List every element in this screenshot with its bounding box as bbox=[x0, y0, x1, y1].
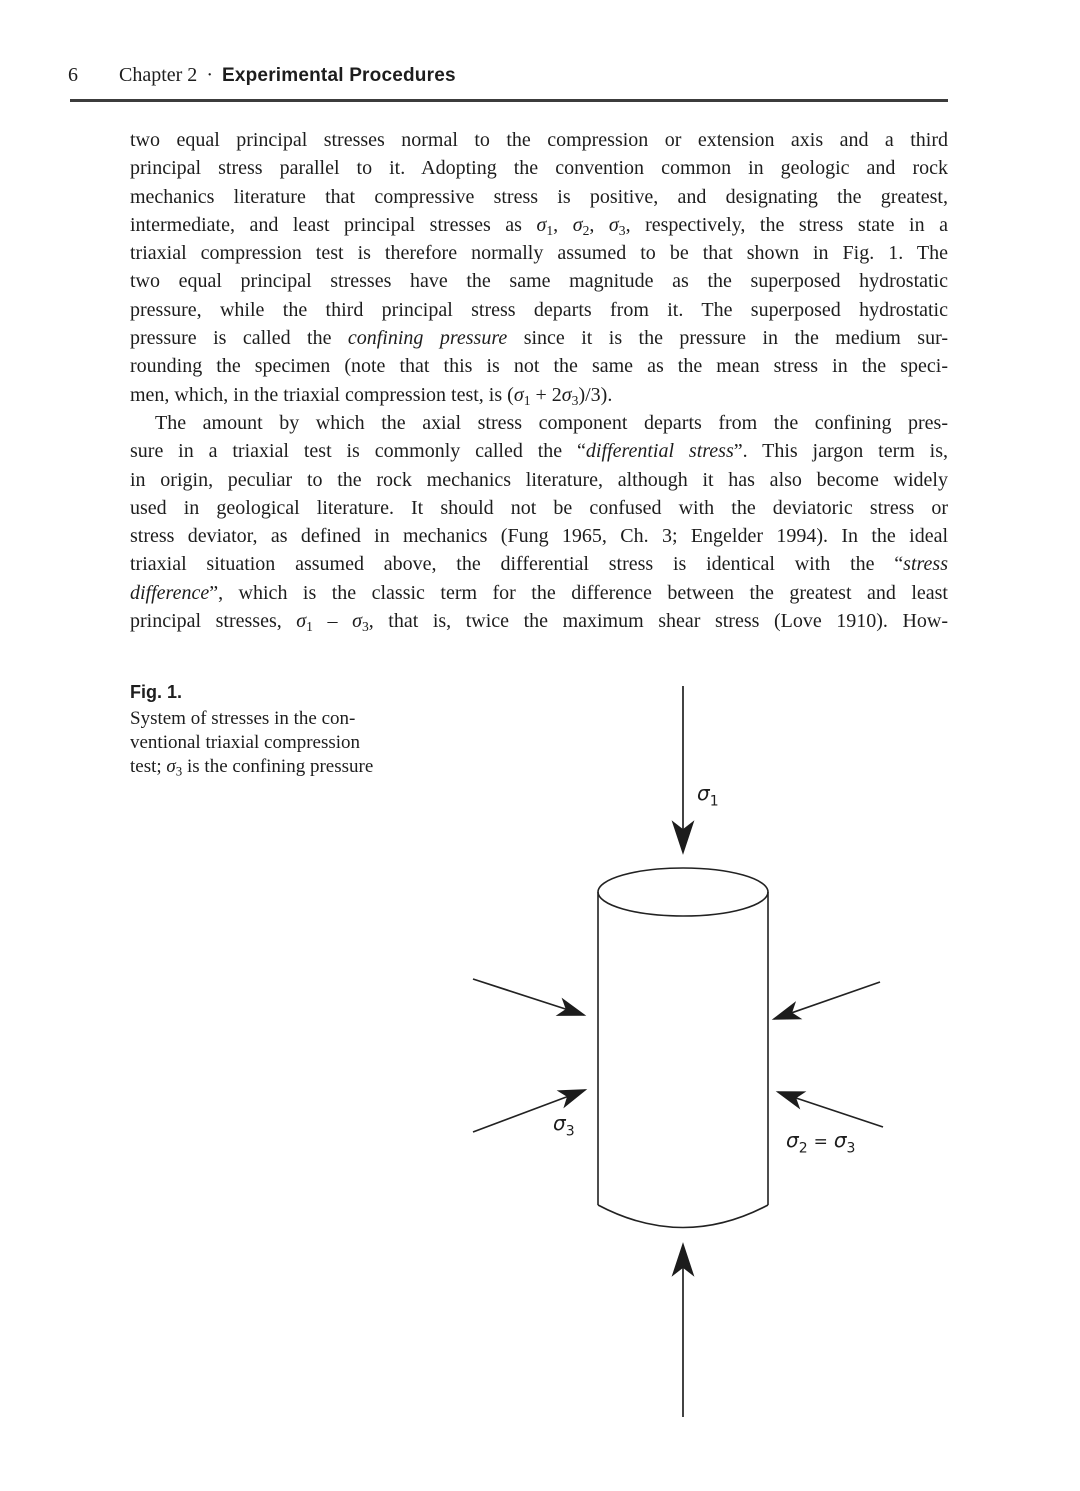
body-line: mechanics literature that compressive stress is positive, and designating the greatest, bbox=[130, 185, 948, 208]
running-head bbox=[68, 64, 948, 87]
caption-line: ventional triaxial compression bbox=[130, 732, 361, 753]
body-line: triaxial compression test is therefore normally assumed to be that shown in Fig. 1. The bbox=[130, 242, 948, 265]
body-line: stress deviator, as defined in mechanics (Fung 1965, Ch. 3; Engelder 1994). In the ideal bbox=[130, 525, 948, 548]
section-title: Experimental Procedures bbox=[221, 65, 456, 86]
paragraph bbox=[130, 409, 948, 635]
body-line: pressure is called the confining pressure since it is the pressure in the medium sur- bbox=[130, 327, 948, 350]
body-line: triaxial situation assumed above, the differential stress is identical with the “stress bbox=[130, 553, 948, 576]
caption-line: test; $\sigma_3$ is the confining pressure bbox=[130, 756, 374, 779]
body-line: pressure, while the third principal stress departs from it. The superposed hydrostatic bbox=[130, 298, 948, 321]
body-line: rounding the specimen (note that this is not the same as the mean stress in the speci- bbox=[130, 355, 948, 378]
cylinder-bottom-arc bbox=[598, 1205, 768, 1228]
chapter-label: Chapter 2 bbox=[119, 64, 198, 86]
body-line: difference”, which is the classic term for the difference between the greatest and least bbox=[130, 581, 948, 604]
figure-1-drawing bbox=[0, 660, 1080, 1491]
sigma1-label: $\sigma_1$ bbox=[697, 781, 719, 810]
sigma2-equals-sigma3-label: $\sigma_2 = \sigma_3$ bbox=[786, 1128, 856, 1157]
body-line: principal stress parallel to it. Adopting the convention common in geologic and rock bbox=[130, 157, 948, 180]
specimen-cylinder bbox=[598, 868, 768, 1228]
body-text bbox=[130, 126, 948, 635]
body-line: two equal principal stresses normal to the compression or extension axis and a third bbox=[130, 129, 948, 151]
body-line: principal stresses, $\sigma_1 - \sigma_3$, that is, twice the maximum shear stress (Love 1910). How- bbox=[130, 610, 948, 634]
body-line: two equal principal stresses have the same magnitude as the superposed hydrostatic bbox=[130, 270, 948, 293]
body-line: sure in a triaxial test is commonly called the “differential stress”. This jargon term is, bbox=[130, 440, 948, 463]
body-line: used in geological literature. It should not be confused with the deviatoric stress or bbox=[130, 496, 948, 519]
paragraph bbox=[130, 126, 948, 409]
sigma3-arrow-lower-right bbox=[778, 1092, 883, 1127]
sigma3-arrow-upper-left bbox=[473, 979, 584, 1015]
header-rule bbox=[70, 99, 948, 102]
page-number: 6 bbox=[68, 64, 78, 86]
body-line: The amount by which the axial stress component departs from the confining pres- bbox=[155, 411, 948, 434]
cylinder-top-ellipse bbox=[598, 868, 768, 916]
figure-caption-label: Fig. 1. bbox=[130, 682, 183, 702]
sigma3-arrow-upper-right bbox=[774, 982, 880, 1019]
body-line: intermediate, and least principal stresses as $\sigma_1$, $\sigma_2$, $\sigma_3$, respectively, the stress state in a bbox=[130, 213, 948, 238]
header-separator-dot: · bbox=[206, 64, 213, 86]
caption-line: System of stresses in the con- bbox=[130, 708, 356, 729]
body-line: in origin, peculiar to the rock mechanics literature, although it has also become widely bbox=[130, 468, 948, 491]
equals-sign: = bbox=[813, 1132, 828, 1152]
body-line: men, which, in the triaxial compression test, is $(\sigma_1 + 2\sigma_3)/3$). bbox=[130, 383, 613, 408]
sigma3-label: $\sigma_3$ bbox=[553, 1111, 575, 1140]
